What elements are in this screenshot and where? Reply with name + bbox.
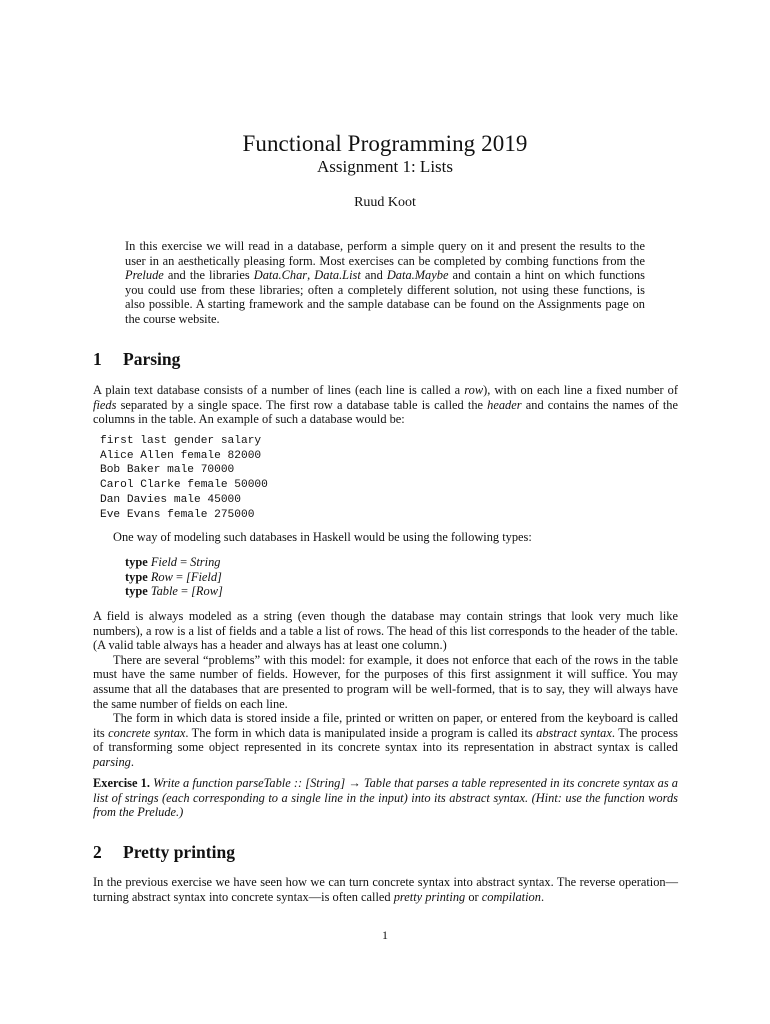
type-definition: type Field = String (125, 555, 221, 569)
code-line: Eve Evans female 275000 (100, 508, 255, 521)
code-line: Carol Clarke female 50000 (100, 479, 268, 492)
document-title: Functional Programming 2019 (242, 131, 528, 156)
code-example-database (100, 434, 268, 522)
code-line: Alice Allen female 82000 (100, 449, 262, 462)
page-number: 1 (382, 928, 388, 942)
code-line: first last gender salary (100, 435, 262, 447)
exercise-1: Exercise 1. Write a function parseTable :: [String] → Table that parses a table represented in its concrete syntax as a list of strings (each corresponding to a single line in the input) into its abstract syntax. (Hint: use the function words from the Prelude.) (93, 776, 679, 820)
abstract: In this exercise we will read in a database, perform a simple query on it and present the results to the user in an aesthetically pleasing form. Most exercises can be completed by combing functions from the Prelude and the libraries Data.Char, Data.List and Data.Maybe and contain a hint on which functions you could use from these libraries; often a completely different solution, not using these functions, is also possible. A starting framework and the sample database can be found on the Assignments page on the course website. (125, 239, 645, 326)
code-line: Dan Davies male 45000 (100, 493, 241, 506)
type-definition: type Table = [Row] (125, 584, 223, 599)
type-definitions (125, 555, 223, 599)
paragraph-database-intro: A plain text database consists of a number of lines (each line is called a row), with on each line a fixed number of fieds separated by a single space. The first row a database table is called the header and contains the names of the columns in the table. An example of such a database would be: (93, 383, 678, 427)
paragraph-types-intro: One way of modeling such databases in Haskell would be using the following types: (113, 530, 532, 544)
code-line: Bob Baker male 70000 (100, 464, 235, 477)
paragraph-pretty-printing: In the previous exercise we have seen how we can turn concrete syntax into abstract syntax. The reverse operation—turning abstract syntax into concrete syntax—is often called pretty printing or compilation. (93, 875, 678, 904)
section-heading-parsing: 1 Parsing (93, 349, 181, 369)
author-name: Ruud Koot (354, 195, 416, 210)
type-definition: type Row = [Field] (125, 569, 222, 584)
paragraph-field-model: A field is always modeled as a string (even though the database may contain strings that look very much like numbers), a row is a list of fields and a table a list of rows. The head of this list corresponds to the header of the table. (A valid table always has a header and always has at least one column.) There are several “problems” with this model: for example, it does not enforce that each of the rows in the table must have the same number of fields. However, for the purposes of this first assignment it will suffice. You may assume that all the databases that are presented to program will be well-formed, that is to say, they will always have the same number of fields on each line. The form in which data is stored inside a file, printed or written on paper, or entered from the keyboard is called its concrete syntax. The form in which data is manipulated inside a program is called its abstract syntax. The process of transforming some object represented in its concrete syntax into its representation in abstract syntax is called parsing. (93, 609, 678, 769)
section-heading-pretty-printing: 2 Pretty printing (93, 842, 235, 862)
document-subtitle: Assignment 1: Lists (316, 157, 453, 176)
